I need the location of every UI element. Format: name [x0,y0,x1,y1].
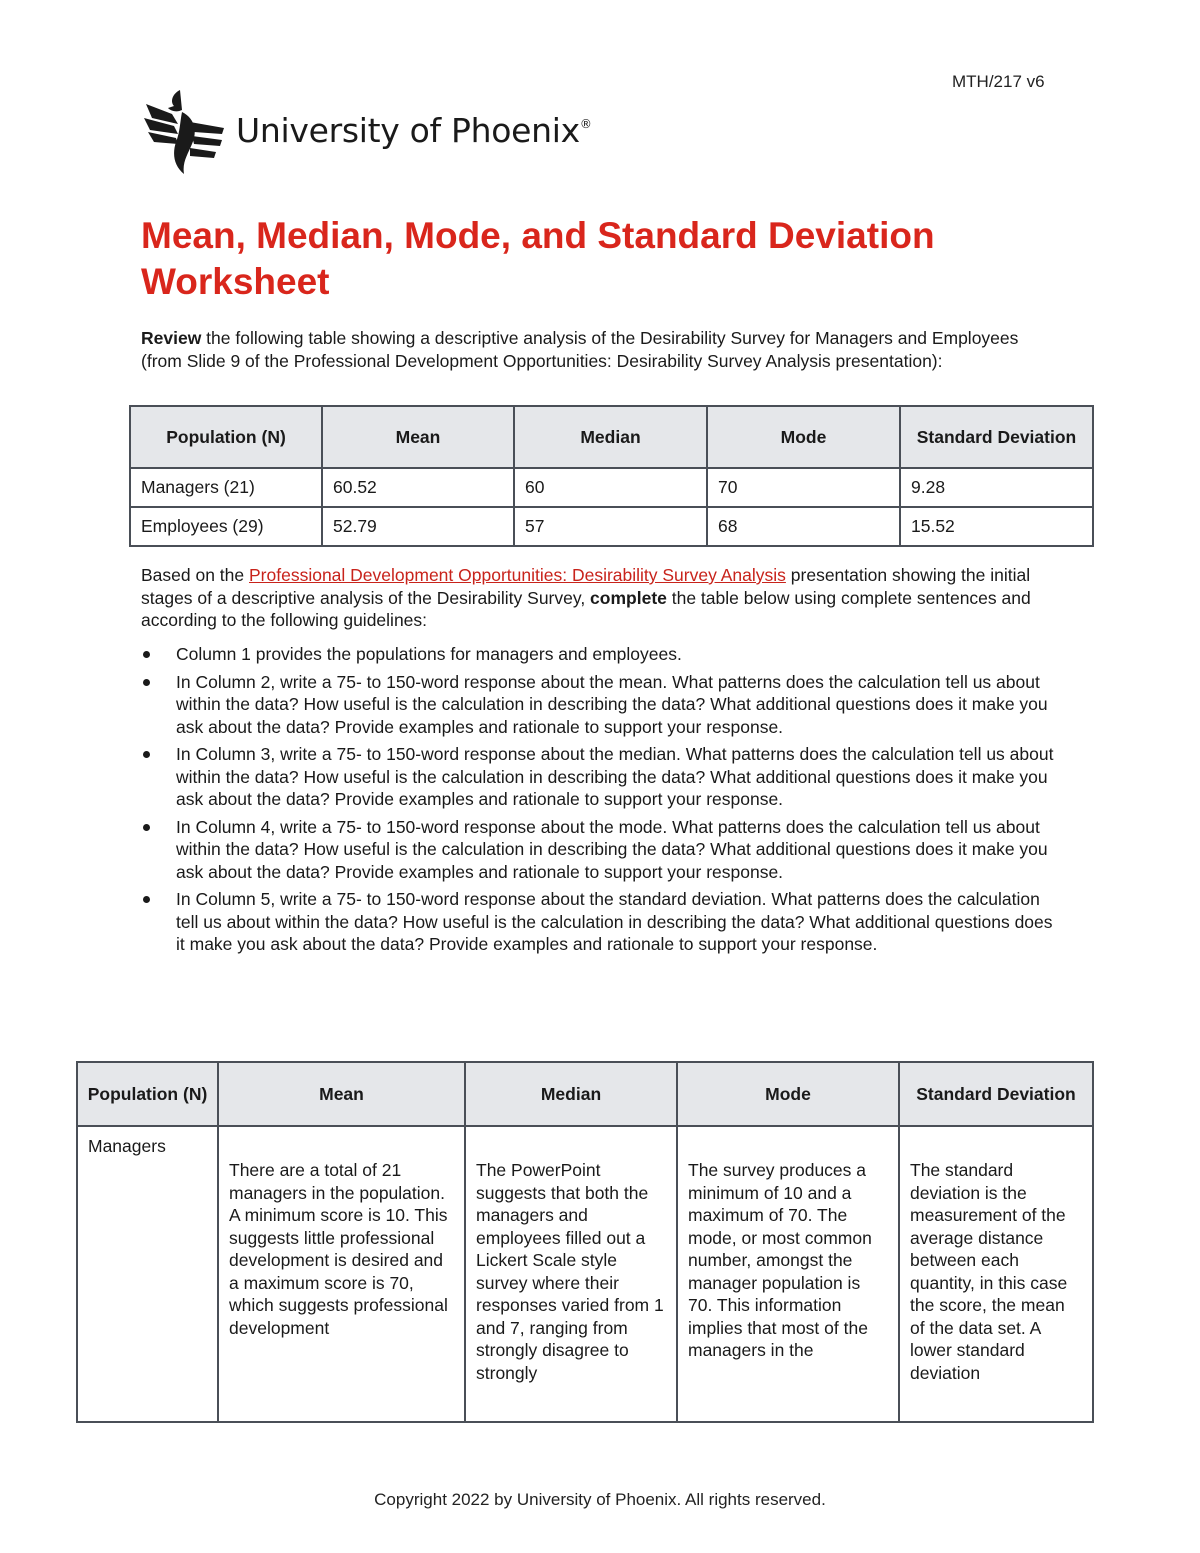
column-header: Mean [218,1062,465,1126]
table-cell: 57 [514,507,707,546]
table-cell: Managers (21) [130,468,322,507]
presentation-link[interactable]: Professional Development Opportunities: Desirability Survey Analysis [249,565,786,585]
column-header: Population (N) [77,1062,218,1126]
table-row [130,507,1093,546]
list-item: In Column 3, write a 75- to 150-word response about the median. What patterns does the calculation tell us about within the data? How useful is the calculation in describing the data? What additional questions does it make you ask about the data? Provide examples and rationale to support your response. [140,743,1060,811]
table-row [77,1126,1093,1422]
list-item: Column 1 provides the populations for managers and employees. [140,643,1060,666]
table-header-row [77,1062,1093,1126]
column-header: Standard Deviation [900,406,1093,468]
course-code: MTH/217 v6 [952,72,1045,91]
table-cell: 70 [707,468,900,507]
response-table [76,1061,1094,1423]
table-cell: 15.52 [900,507,1093,546]
table-cell: 68 [707,507,900,546]
column-header: Median [514,406,707,468]
copyright-footer: Copyright 2022 by University of Phoenix. All rights reserved. [374,1490,826,1509]
intro-text: the following table showing a descriptive analysis of the Desirability Survey for Managers and Employees (from Slide 9 of the Professional Development Opportunities: Desirability Survey Analysis presentation): [141,328,1019,371]
intro-bold: Review [141,328,202,348]
summary-table [129,405,1094,547]
std-response-cell: The standard deviation is the measurement of the average distance between each quantity, in this case the score, the mean of the data set. A lower standard deviation [899,1126,1093,1422]
intro-paragraph [141,327,1061,372]
mode-response-cell: The survey produces a minimum of 10 and a maximum of 70. The mode, or most common number, amongst the manager population is 70. This information implies that most of the managers in the [677,1126,899,1422]
page-title: Mean, Median, Mode, and Standard Deviation Worksheet [141,215,935,302]
table-cell: Employees (29) [130,507,322,546]
phoenix-bird-icon [142,84,226,176]
median-response-cell: The PowerPoint suggests that both the managers and employees filled out a Lickert Scale style survey where their responses varied from 1 and 7, ranging from strongly disagree to strongly [465,1126,677,1422]
table-cell: 60 [514,468,707,507]
population-cell: Managers [77,1126,218,1422]
list-item: In Column 5, write a 75- to 150-word response about the standard deviation. What patterns does the calculation tell us about within the data? How useful is the calculation in describing the data? What additional questions does it make you ask about the data? Provide examples and rationale to support your response. [140,888,1060,956]
logo-wordmark: University of Phoenix® [236,110,592,150]
mean-response-cell: There are a total of 21 managers in the population. A minimum score is 10. This suggests little professional development is desired and a maximum score is 70, which suggests professional development [218,1126,465,1422]
university-logo [142,84,592,176]
column-header: Median [465,1062,677,1126]
column-header: Mean [322,406,514,468]
guidelines-list [140,643,1060,961]
column-header: Standard Deviation [899,1062,1093,1126]
table-cell: 9.28 [900,468,1093,507]
list-item: In Column 2, write a 75- to 150-word response about the mean. What patterns does the calculation tell us about within the data? How useful is the calculation in describing the data? What additional questions does it make you ask about the data? Provide examples and rationale to support your response. [140,671,1060,739]
table-cell: 60.52 [322,468,514,507]
instructions-paragraph: Based on the Professional Development Opportunities: Desirability Survey Analysis presentation showing the initial stages of a descriptive analysis of the Desirability Survey, complete the table below using complete sentences and according to the following guidelines: [141,565,1031,630]
column-header: Mode [677,1062,899,1126]
column-header: Population (N) [130,406,322,468]
table-header-row [130,406,1093,468]
column-header: Mode [707,406,900,468]
table-row [130,468,1093,507]
list-item: In Column 4, write a 75- to 150-word response about the mode. What patterns does the calculation tell us about within the data? How useful is the calculation in describing the data? What additional questions does it make you ask about the data? Provide examples and rationale to support your response. [140,816,1060,884]
table-cell: 52.79 [322,507,514,546]
